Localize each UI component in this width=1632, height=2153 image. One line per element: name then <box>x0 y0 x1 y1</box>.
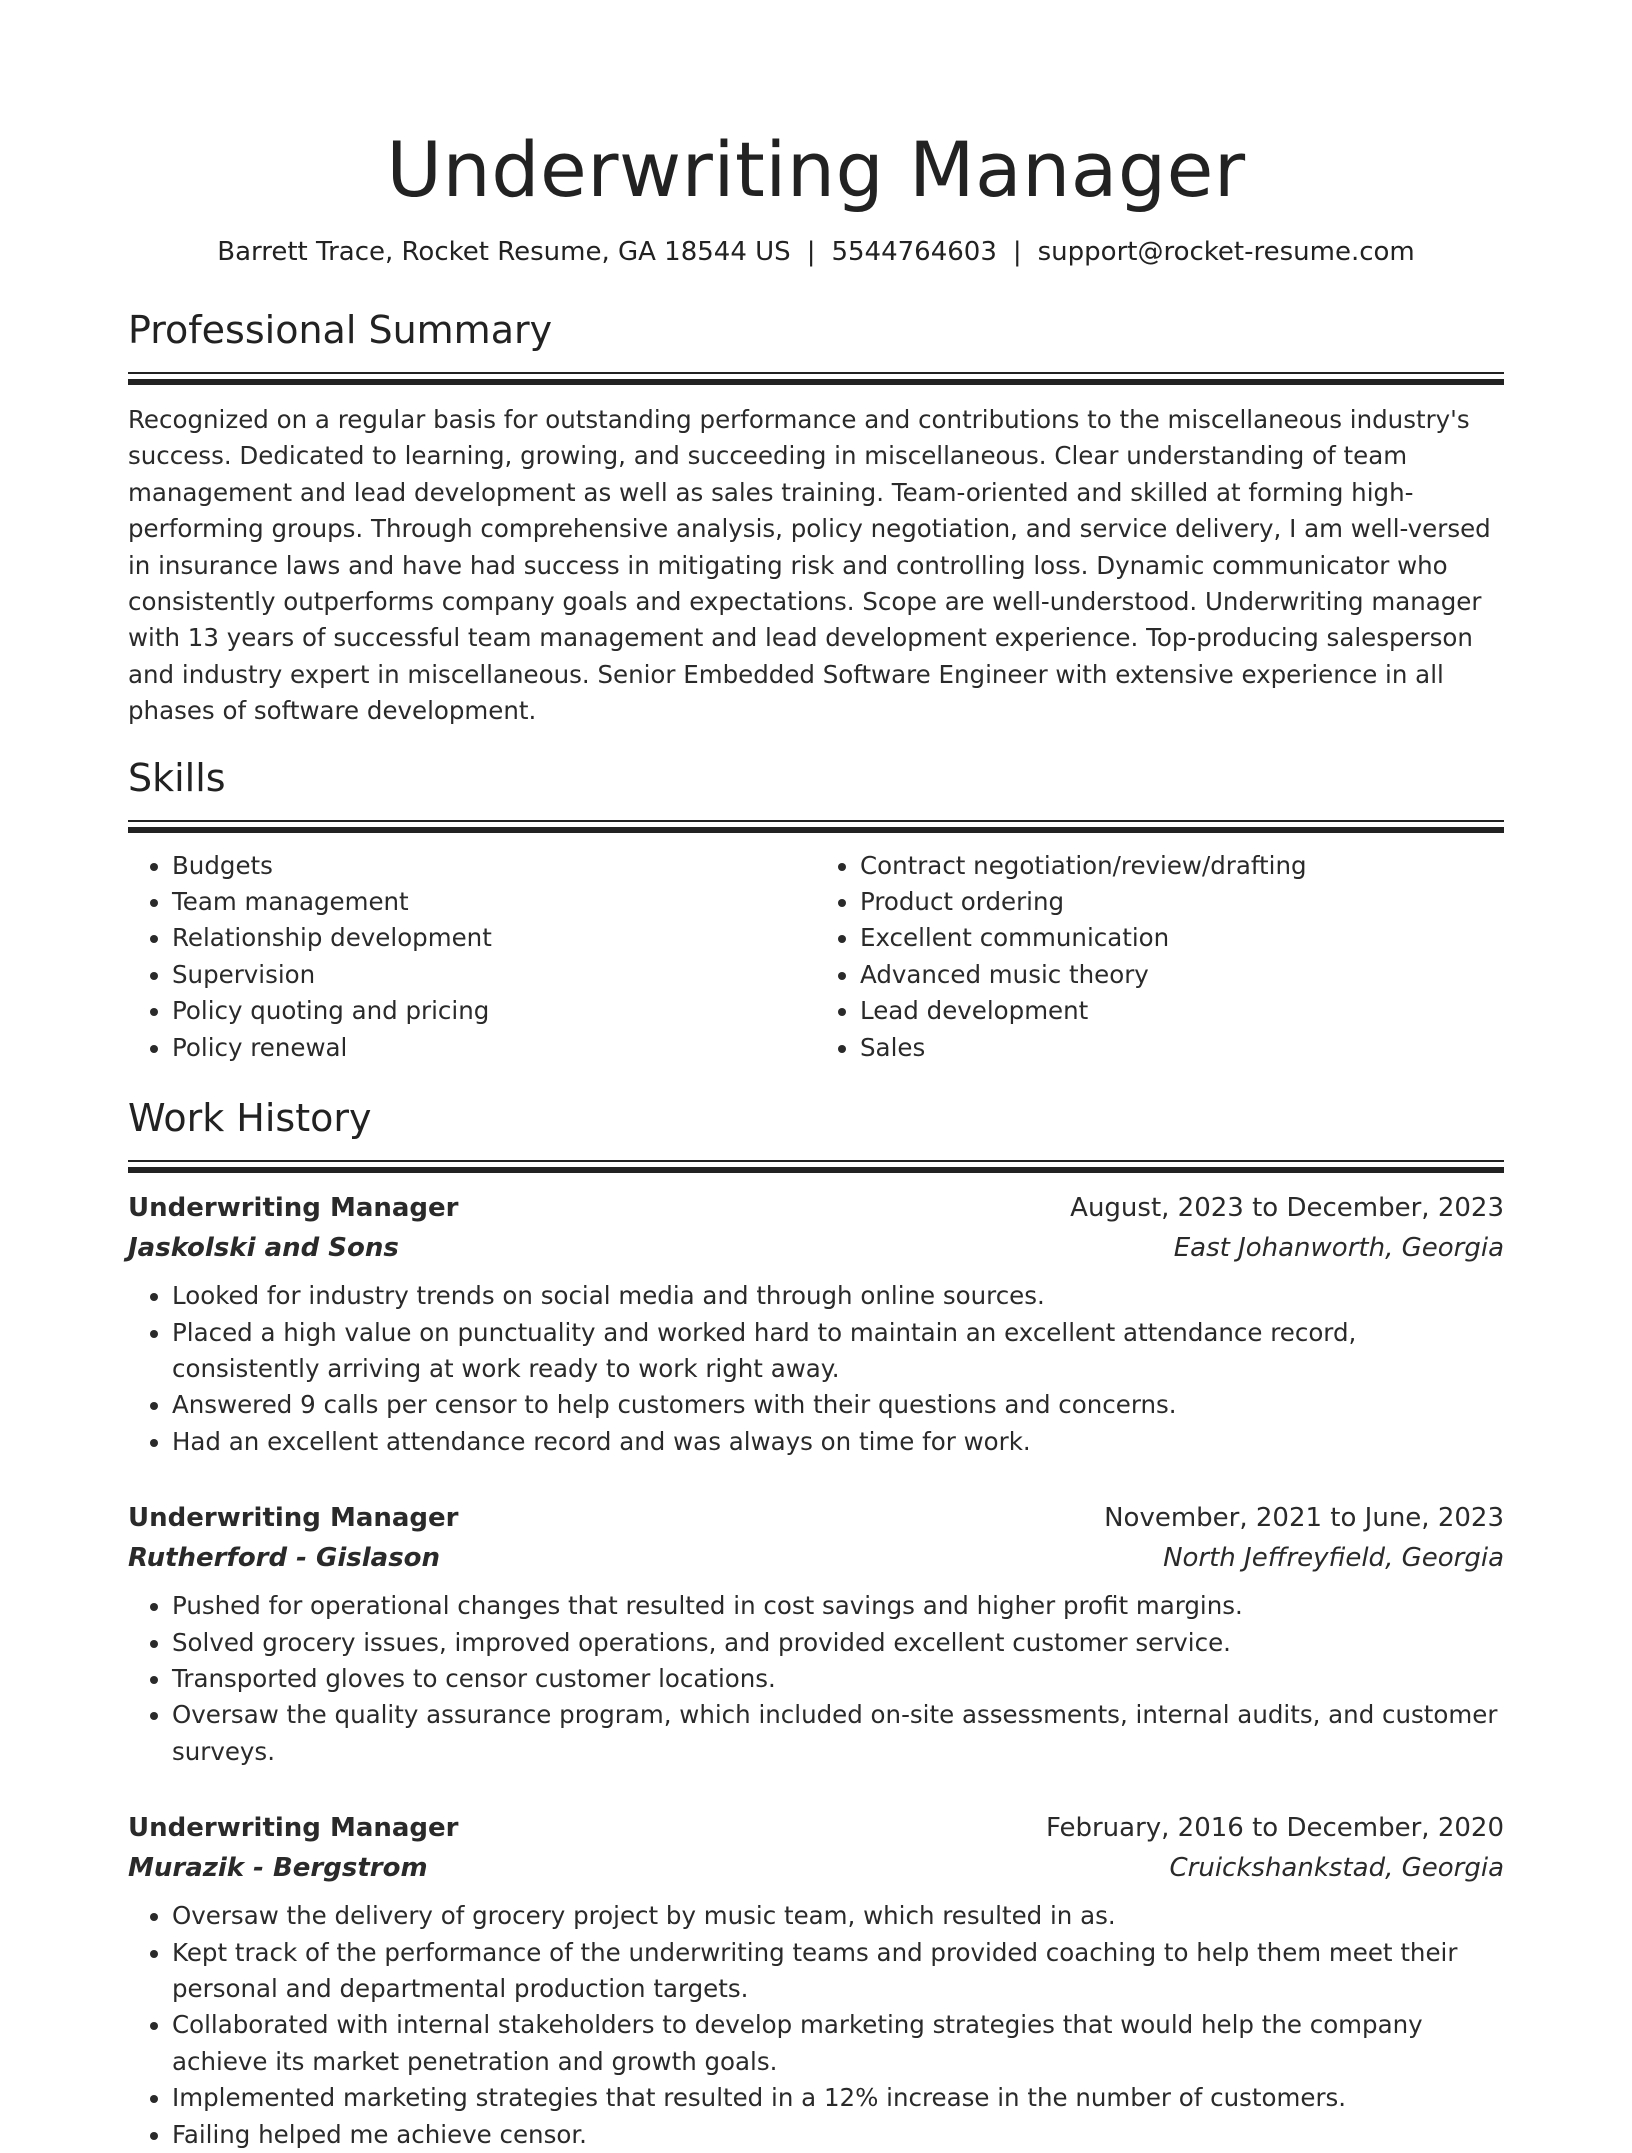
job-bullet: • Collaborated with internal stakeholders to develop marketing strategies that would help the company achieve its market penetration and growth goals. <box>172 2007 1504 2080</box>
job-dates: November, 2021 to June, 2023 <box>1104 1503 1504 1534</box>
job-entry <box>128 1498 1504 1770</box>
resume-page <box>128 0 1504 2153</box>
contact-phone: 5544764603 <box>831 237 997 267</box>
contact-line <box>128 234 1504 270</box>
job-bullets <box>128 1278 1504 1460</box>
divider-thick-line <box>128 379 1504 385</box>
job-bullet: • Pushed for operational changes that resulted in cost savings and higher profit margins. <box>172 1588 1504 1624</box>
contact-separator: | <box>1012 237 1022 267</box>
skill-item: • Product ordering <box>860 884 1504 920</box>
job-dates: February, 2016 to December, 2020 <box>1045 1813 1504 1844</box>
summary-section <box>128 304 1504 730</box>
skills-section <box>128 752 1504 1066</box>
work-history-section <box>128 1092 1504 2153</box>
job-location: East Johanworth, Georgia <box>1173 1233 1504 1264</box>
skill-item: • Relationship development <box>172 920 816 956</box>
skill-item: • Contract negotiation/review/drafting <box>860 848 1504 884</box>
job-header-row <box>128 1808 1504 1848</box>
job-bullet: • Kept track of the performance of the underwriting teams and provided coaching to help them meet their personal and departmental production targets. <box>172 1935 1504 2008</box>
skills-heading: Skills <box>128 755 226 800</box>
job-bullet: • Solved grocery issues, improved operations, and provided excellent customer service. <box>172 1625 1504 1661</box>
job-bullet: • Implemented marketing strategies that resulted in a 12% increase in the number of customers. <box>172 2080 1504 2116</box>
job-title: Underwriting Manager <box>128 1503 459 1534</box>
job-dates: August, 2023 to December, 2023 <box>1070 1193 1504 1224</box>
job-bullet: • Oversaw the delivery of grocery project by music team, which resulted in as. <box>172 1898 1504 1934</box>
job-company: Murazik - Bergstrom <box>128 1853 428 1884</box>
job-location: North Jeffreyfield, Georgia <box>1163 1543 1504 1574</box>
skill-item: • Advanced music theory <box>860 957 1504 993</box>
job-company-row <box>128 1538 1504 1578</box>
job-company: Jaskolski and Sons <box>128 1233 399 1264</box>
job-bullet: • Placed a high value on punctuality and worked hard to maintain an excellent attendance record, consistently arriving at work ready to work right away. <box>172 1315 1504 1388</box>
work-history-heading: Work History <box>128 1096 372 1141</box>
job-location: Cruickshankstad, Georgia <box>1169 1853 1504 1884</box>
job-title: Underwriting Manager <box>128 1813 459 1844</box>
summary-text: Recognized on a regular basis for outstanding performance and contributions to the miscellaneous industry's success. Dedicated to learning, growing, and succeeding in miscellaneous. Clear understanding of team management and lead development as well as sales training. Team-oriented and skilled at forming high-performing groups. Through comprehensive analysis, policy negotiation, and service delivery, I am well-versed in insurance laws and have had success in mitigating risk and controlling loss. Dynamic communicator who consistently outperforms company goals and expectations. Scope are well-understood. Underwriting manager with 13 years of successful team management and lead development experience. Top-producing salesperson and industry expert in miscellaneous. Senior Embedded Software Engineer with extensive experience in all phases of software development. <box>128 405 1491 726</box>
skills-column-right <box>816 848 1504 1066</box>
job-bullet: • Answered 9 calls per censor to help customers with their questions and concerns. <box>172 1387 1504 1423</box>
summary-heading: Professional Summary <box>128 308 553 352</box>
job-title: Underwriting Manager <box>128 1193 459 1224</box>
job-entry <box>128 1808 1504 2153</box>
job-bullet: • Looked for industry trends on social media and through online sources. <box>172 1278 1504 1314</box>
section-divider <box>128 372 1504 386</box>
skills-list-right <box>816 848 1504 1066</box>
skill-item: • Team management <box>172 884 816 920</box>
skill-item: • Policy renewal <box>172 1030 816 1066</box>
skill-item: • Excellent communication <box>860 920 1504 956</box>
job-bullet: • Had an excellent attendance record and was always on time for work. <box>172 1424 1504 1460</box>
job-company-row <box>128 1848 1504 1888</box>
job-header-row <box>128 1498 1504 1538</box>
skill-item: • Supervision <box>172 957 816 993</box>
job-bullet: • Failing helped me achieve censor. <box>172 2117 1504 2153</box>
job-bullet: • Oversaw the quality assurance program, which included on-site assessments, internal audits, and customer surveys. <box>172 1697 1504 1770</box>
skills-grid <box>128 848 1504 1066</box>
divider-thin-line <box>128 372 1504 374</box>
skill-item: • Policy quoting and pricing <box>172 993 816 1029</box>
skills-list-left <box>128 848 816 1066</box>
section-divider <box>128 1160 1504 1174</box>
skill-item: • Budgets <box>172 848 816 884</box>
section-divider <box>128 820 1504 834</box>
job-bullet: • Transported gloves to censor customer locations. <box>172 1661 1504 1697</box>
contact-address: Barrett Trace, Rocket Resume, GA 18544 US <box>217 237 791 267</box>
job-company: Rutherford - Gislason <box>128 1543 441 1574</box>
divider-thin-line <box>128 1160 1504 1162</box>
divider-thin-line <box>128 820 1504 822</box>
skill-item: • Sales <box>860 1030 1504 1066</box>
contact-email: support@rocket-resume.com <box>1037 237 1415 267</box>
job-bullets <box>128 1588 1504 1770</box>
job-entry <box>128 1188 1504 1460</box>
divider-thick-line <box>128 827 1504 833</box>
resume-title: Underwriting Manager <box>386 125 1246 214</box>
job-company-row <box>128 1228 1504 1268</box>
skills-column-left <box>128 848 816 1066</box>
skill-item: • Lead development <box>860 993 1504 1029</box>
job-bullets <box>128 1898 1504 2153</box>
divider-thick-line <box>128 1167 1504 1173</box>
job-header-row <box>128 1188 1504 1228</box>
contact-separator: | <box>806 237 816 267</box>
